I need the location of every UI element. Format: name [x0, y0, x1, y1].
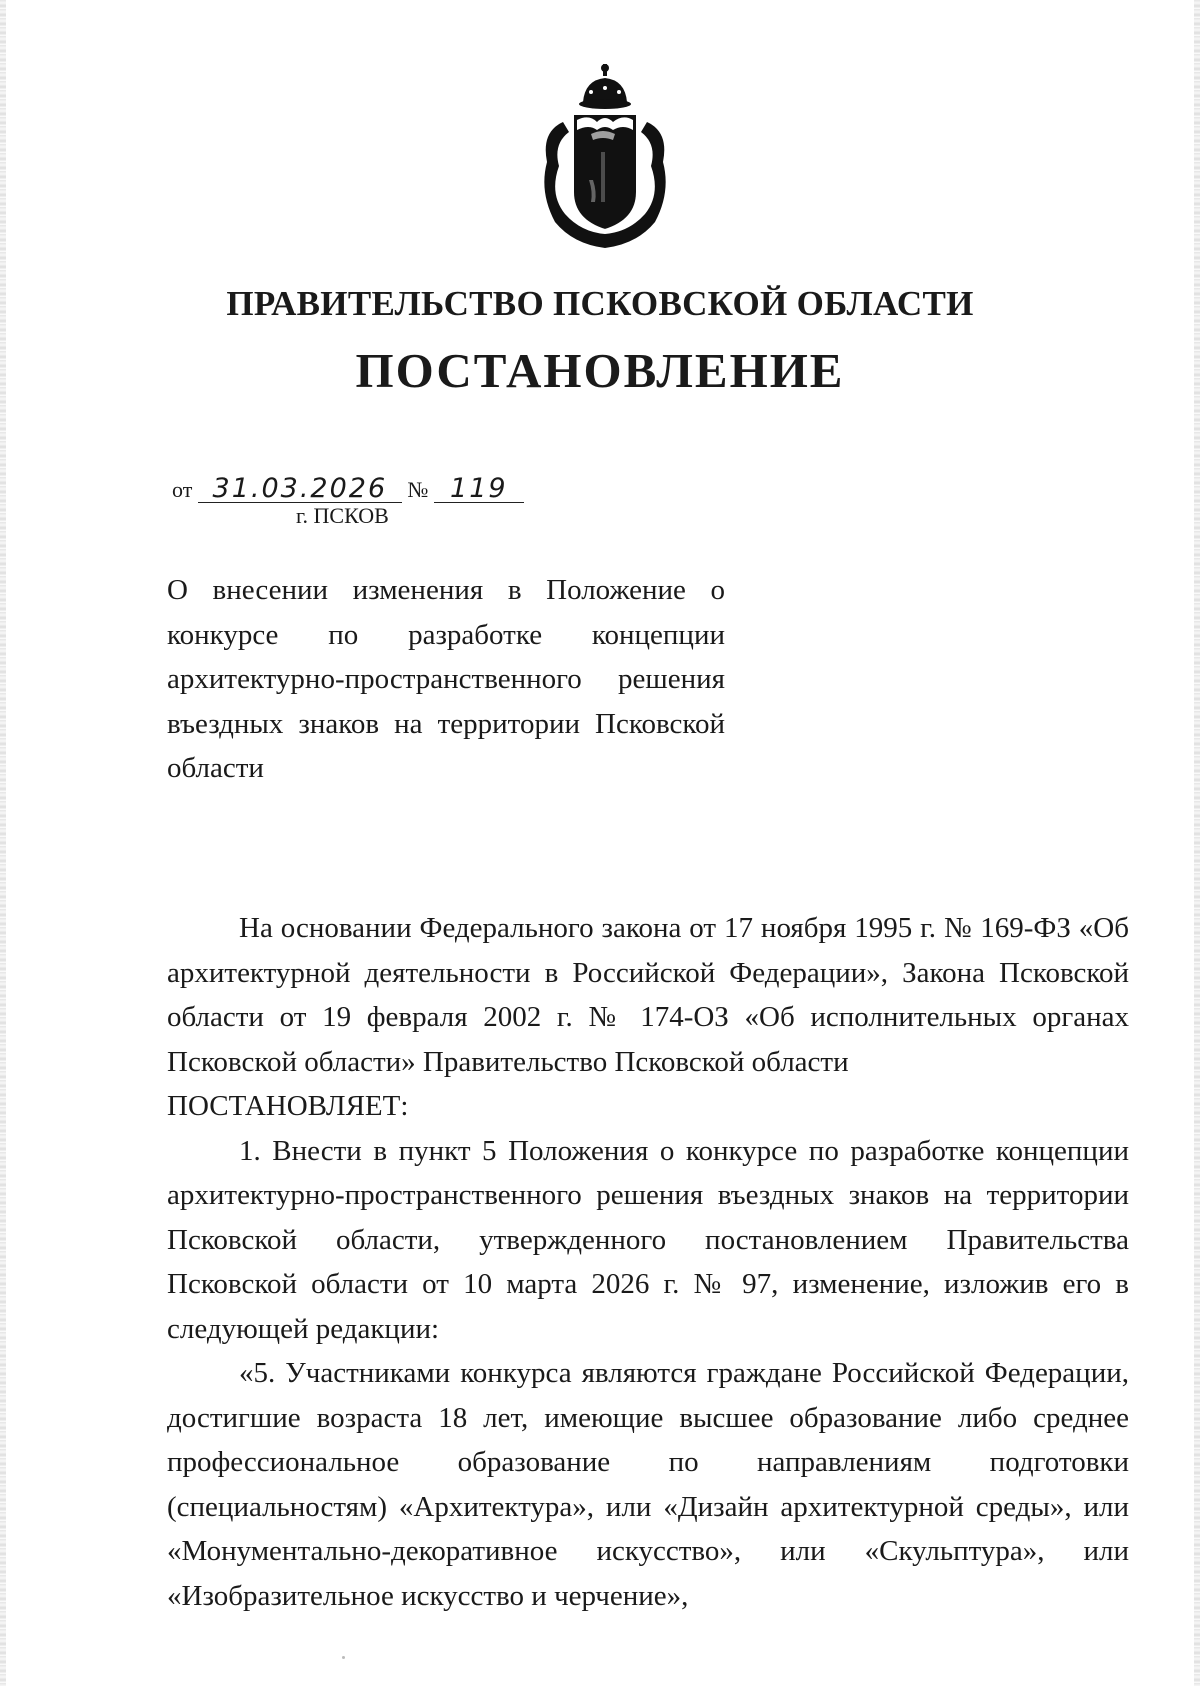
document-type-title: ПОСТАНОВЛЕНИЕ: [355, 343, 845, 398]
number-prefix: №: [407, 477, 429, 502]
resolves-line: ПОСТАНОВЛЯЕТ:: [167, 1090, 409, 1122]
date-number-line: [172, 473, 524, 504]
date-prefix: от: [172, 477, 193, 502]
organization-title: ПРАВИТЕЛЬСТВО ПСКОВСКОЙ ОБЛАСТИ: [226, 284, 974, 323]
scan-edge-left: [0, 0, 6, 1686]
scan-artifact: [342, 1656, 345, 1659]
document-subject: О внесении изменения в Положение о конкурсе по разработке концепции архитектурно-пространственного решения въездных знаков на территории Псковской области: [167, 574, 725, 784]
preamble-paragraph: На основании Федерального закона от 17 ноября 1995 г. № 169-ФЗ «Об архитектурной деятельности в Российской Федерации», Закона Псковской области от 19 февраля 2002 г. № 174-ОЗ «Об исполнительных органах Псковской области» Правительство Псковской области: [167, 912, 1129, 1078]
coat-of-arms-icon: [533, 62, 677, 252]
quoted-item-5-paragraph: «5. Участниками конкурса являются граждане Российской Федерации, достигшие возраста 18 лет, имеющие высшее образование либо среднее профессиональное образование по направлениям подготовки (специальностям) «Архитектура», или «Дизайн архитектурной среды», или «Монументально-декоративное искусство», или «Скульптура», или «Изобразительное искусство и черчение»,: [167, 1357, 1129, 1612]
scan-edge-right: [1194, 0, 1200, 1686]
document-body: [167, 906, 1129, 1618]
item-1-paragraph: 1. Внести в пункт 5 Положения о конкурсе по разработке концепции архитектурно-пространственного решения въездных знаков на территории Псковской области, утвержденного постановлением Правительства Псковской области от 10 марта 2026 г. № 97, изменение, изложив его в следующей редакции:: [167, 1134, 1129, 1345]
handwritten-number: 119: [434, 476, 524, 503]
handwritten-date: 31.03.2026: [198, 476, 402, 503]
city-label: г. ПСКОВ: [296, 503, 389, 528]
